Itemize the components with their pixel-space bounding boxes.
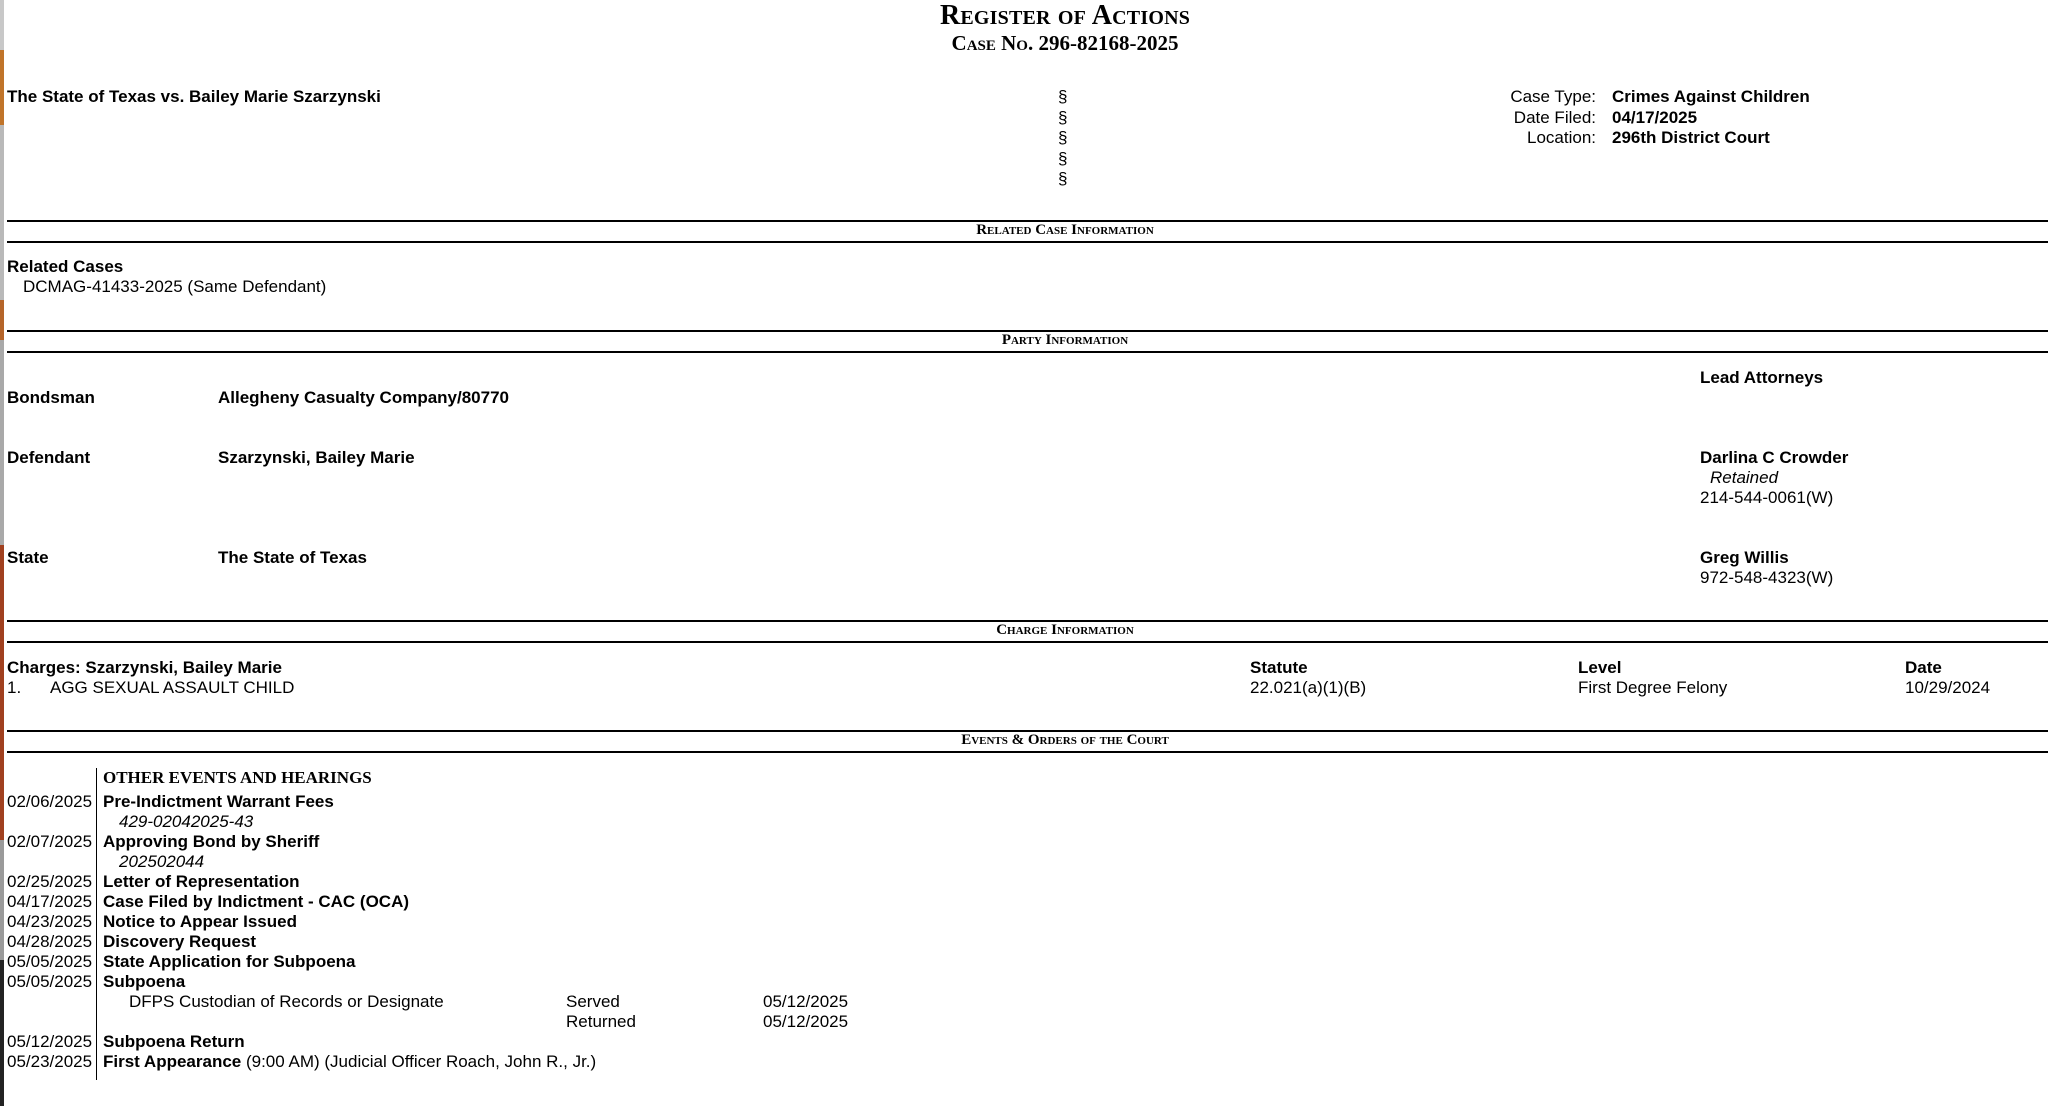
event-extra: (9:00 AM) (Judicial Officer Roach, John R., Jr.) (241, 1052, 597, 1071)
event-row-first-appearance (103, 1052, 596, 1072)
party-role-bondsman: Bondsman (7, 388, 95, 407)
charge-number: 1. (7, 678, 22, 697)
case-info-labels (1450, 87, 1596, 149)
page-title: Register of Actions (939, 0, 1191, 31)
related-cases-heading: Related Cases (7, 257, 124, 276)
event-date: 04/23/2025 (7, 912, 93, 931)
charges-col-date: Date (1905, 658, 1942, 677)
section-rule-bottom (7, 241, 2048, 243)
event-title[interactable]: Case Filed by Indictment - CAC (OCA) (103, 892, 410, 911)
charge-date: 10/29/2024 (1905, 678, 1991, 697)
event-date: 02/07/2025 (7, 832, 93, 851)
subpoena-party: DFPS Custodian of Records or Designate (129, 992, 444, 1011)
subpoena-returned-date: 05/12/2025 (763, 1012, 849, 1031)
attorney-phone-state: 972-548-4323(W) (1700, 568, 1834, 587)
charges-col-level: Level (1578, 658, 1622, 677)
date-filed-label: Date Filed: (1513, 107, 1596, 127)
event-date: 05/12/2025 (7, 1032, 93, 1051)
location-value: 296th District Court (1612, 128, 1770, 147)
event-subtitle: 202502044 (119, 852, 205, 871)
event-title[interactable]: Approving Bond by Sheriff (103, 832, 320, 851)
event-title[interactable]: Letter of Representation (103, 872, 300, 891)
lead-attorneys-heading: Lead Attorneys (1700, 368, 1824, 387)
event-date: 05/23/2025 (7, 1052, 93, 1071)
event-title[interactable]: Subpoena Return (103, 1032, 245, 1051)
party-name-defendant[interactable]: Szarzynski, Bailey Marie (218, 448, 415, 467)
window-edge-strip (0, 0, 4, 1106)
party-role-defendant: Defendant (7, 448, 91, 467)
events-section-title: Events & Orders of the Court (961, 732, 1169, 748)
charges-col-statute: Statute (1250, 658, 1308, 677)
subpoena-served-label: Served (566, 992, 620, 1011)
charge-level: First Degree Felony (1578, 678, 1728, 697)
case-style: The State of Texas vs. Bailey Marie Szarzynski (7, 87, 381, 106)
charges-heading: Charges: Szarzynski, Bailey Marie (7, 658, 282, 677)
case-type-label: Case Type: (1510, 87, 1596, 106)
charge-section-title: Charge Information (996, 622, 1134, 638)
event-date: 05/05/2025 (7, 952, 93, 971)
subpoena-returned-label: Returned (566, 1012, 636, 1031)
events-date-divider (96, 768, 97, 1080)
case-type-value: Crimes Against Children (1612, 87, 1810, 106)
party-name-state: The State of Texas (218, 548, 367, 567)
attorney-status-defendant: Retained (1710, 468, 1779, 487)
event-title[interactable]: Notice to Appear Issued (103, 912, 297, 931)
section-symbols: § § § § § (1058, 87, 1068, 188)
event-title[interactable]: Discovery Request (103, 932, 257, 951)
case-number: Case No. 296-82168-2025 (951, 31, 1179, 55)
event-title[interactable]: Subpoena (103, 972, 186, 991)
attorney-name-state: Greg Willis (1700, 548, 1789, 567)
section-rule-bottom (7, 641, 2048, 643)
date-filed-value: 04/17/2025 (1612, 107, 1698, 127)
party-section-title: Party Information (1001, 332, 1129, 348)
events-group-heading: OTHER EVENTS AND HEARINGS (103, 768, 372, 787)
related-case-section-title: Related Case Information (976, 222, 1154, 238)
event-subtitle: 429-02042025-43 (119, 812, 254, 831)
attorney-phone-defendant: 214-544-0061(W) (1700, 488, 1834, 507)
event-title[interactable]: First Appearance (103, 1052, 242, 1071)
subpoena-served-date: 05/12/2025 (763, 992, 849, 1011)
event-date: 04/17/2025 (7, 892, 93, 911)
event-date: 02/06/2025 (7, 792, 93, 811)
section-rule-bottom (7, 351, 2048, 353)
party-role-state: State (7, 548, 49, 567)
case-info-values (1612, 87, 1810, 149)
charge-statute: 22.021(a)(1)(B) (1250, 678, 1367, 697)
event-title[interactable]: State Application for Subpoena (103, 952, 356, 971)
charge-description: AGG SEXUAL ASSAULT CHILD (50, 678, 295, 697)
attorney-name-defendant: Darlina C Crowder (1700, 448, 1849, 467)
event-date: 04/28/2025 (7, 932, 93, 951)
related-case-link[interactable]: DCMAG-41433-2025 (Same Defendant) (23, 277, 327, 296)
party-name-bondsman: Allegheny Casualty Company/80770 (218, 388, 510, 407)
section-rule-bottom (7, 751, 2048, 753)
location-label: Location: (1527, 128, 1596, 147)
event-date: 02/25/2025 (7, 872, 93, 891)
event-title[interactable]: Pre-Indictment Warrant Fees (103, 792, 334, 811)
event-date: 05/05/2025 (7, 972, 93, 991)
